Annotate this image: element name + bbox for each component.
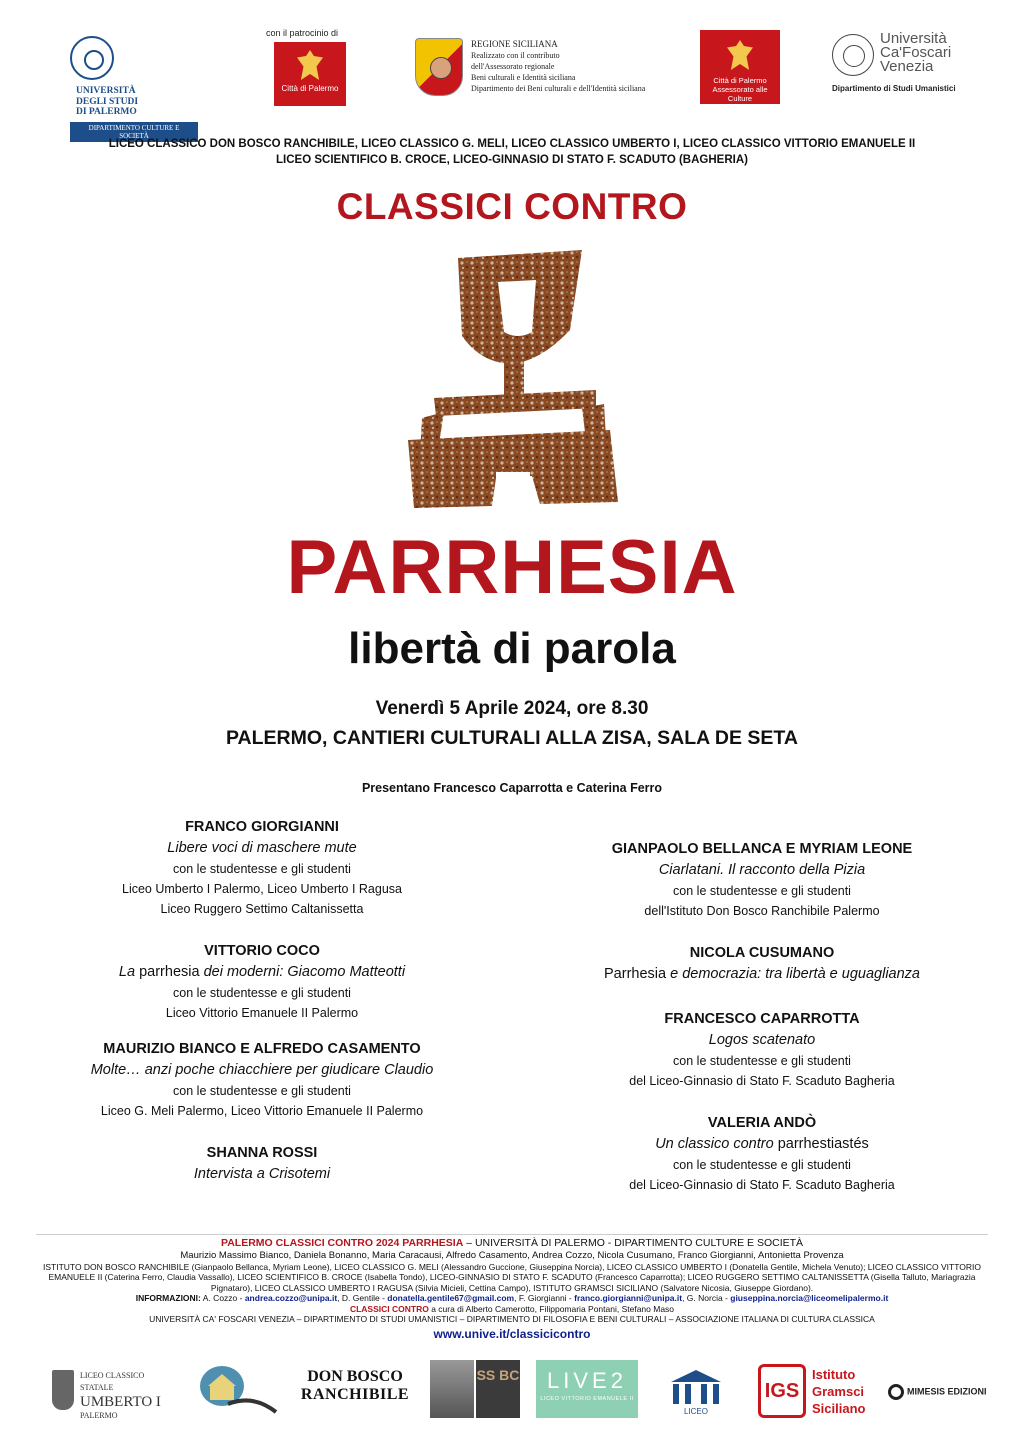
donbosco-logo [300, 1368, 410, 1412]
talk-line: del Liceo-Ginnasio di Stato F. Scaduto Bagheria [629, 1178, 895, 1192]
unive-seal-icon [832, 34, 874, 76]
footer-info-label: INFORMAZIONI: [135, 1293, 201, 1303]
footer-info [36, 1293, 988, 1304]
talk-title [562, 963, 962, 985]
gramsci-mark: IGS [758, 1364, 806, 1418]
portrait-photo [430, 1360, 474, 1418]
footer-curated-red: CLASSICI CONTRO [349, 1303, 429, 1314]
unipa-name: UNIVERSITÀ DEGLI STUDI DI PALERMO [76, 86, 139, 117]
footer-info-text: A. Cozzo - [200, 1293, 245, 1303]
footer-heading-red: PALERMO CLASSICI CONTRO 2024 PARRHESIA [220, 1237, 464, 1249]
gramsci-line: Istituto [812, 1367, 856, 1382]
event-date: Venerdì 5 Aprile 2024, ore 8.30 [375, 698, 649, 719]
umberto-city: PALERMO [80, 1411, 118, 1420]
unipa-logo [70, 36, 198, 142]
talk-line: con le studentesse e gli studenti [673, 1158, 851, 1172]
talk-line: dell'Istituto Don Bosco Ranchibile Palermo [644, 904, 880, 918]
event-place: PALERMO, CANTIERI CULTURALI ALLA ZISA, SALA DE SETA [226, 727, 798, 749]
rusty-figure-artwork [400, 240, 624, 510]
footer-people: Maurizio Massimo Bianco, Daniela Bonanno, Maria Caracausi, Alfredo Casamento, Andrea Cozzo, Nicola Cusumano, Franco Giorgianni, Antonietta Provenza [180, 1250, 844, 1261]
script-swash-icon [228, 1400, 276, 1412]
umberto-top: LICEO CLASSICO STATALE [80, 1371, 145, 1392]
program-left-column [62, 817, 462, 1207]
regione-siciliana-logo [415, 38, 675, 98]
unipa-dept: DIPARTIMENTO CULTURE E SOCIETÀ [70, 122, 198, 142]
meli-temple-logo [198, 1364, 278, 1418]
donbosco-line: RANCHIBILE [300, 1386, 410, 1403]
regione-line: Realizzato con il contributo [471, 51, 560, 60]
donbosco-line: DON BOSCO [307, 1368, 403, 1385]
talk-title [562, 1133, 962, 1155]
temple-body-icon [210, 1386, 234, 1400]
unipa-seal-icon [70, 36, 114, 80]
footer-curated [36, 1304, 988, 1315]
talk-item [562, 1009, 962, 1091]
citta-palermo-label: Città di Palermo [281, 84, 339, 93]
talk-title: Intervista a Crisotemi [193, 1166, 331, 1182]
regione-line: Dipartimento dei Beni culturali e dell'Identità siciliana [471, 84, 646, 93]
unive-name: Università Ca'Foscari Venezia [880, 30, 952, 75]
talk-title-part: Un classico contro [655, 1136, 774, 1152]
email-link[interactable]: donatella.gentile67@gmail.com [387, 1293, 515, 1303]
mimesis-logo [888, 1384, 998, 1404]
talk-item [562, 1113, 962, 1195]
sponsor-logos [0, 1360, 1024, 1424]
talk-line: del Liceo-Ginnasio di Stato F. Scaduto Bagheria [629, 1074, 895, 1088]
citta-palermo-logo [274, 42, 346, 106]
eagle-icon [297, 50, 323, 80]
schools-line: LICEO CLASSICO DON BOSCO RANCHIBILE, LICEO CLASSICO G. MELI, LICEO CLASSICO UMBERTO I, LICEO CLASSICO VITTORIO EMANUELE II [108, 138, 916, 150]
schools-header [0, 136, 1024, 168]
footer-info-text: , G. Norcia - [682, 1293, 731, 1303]
unive-dept: Dipartimento di Studi Umanistici [832, 84, 956, 93]
talk-line: con le studentesse e gli studenti [673, 884, 851, 898]
event-title: PARRHESIA [286, 525, 738, 610]
talk-title [62, 961, 462, 983]
series-title: CLASSICI CONTRO [336, 186, 688, 227]
talk-speaker: GIANPAOLO BELLANCA E MYRIAM LEONE [611, 841, 913, 857]
talk-title: Libere voci di maschere mute [167, 840, 357, 856]
crest-icon [52, 1370, 74, 1410]
email-link[interactable]: andrea.cozzo@unipa.it [244, 1293, 338, 1303]
umberto-logo [52, 1368, 178, 1418]
footer-info-text: , F. Giorgianni - [514, 1293, 575, 1303]
talk-item [562, 943, 962, 985]
regione-title: REGIONE SICILIANA [471, 39, 558, 49]
talk-line: con le studentesse e gli studenti [673, 1054, 851, 1068]
footer-curated-rest: a cura di Alberto Camerotto, Filippomaria Pontani, Stefano Maso [428, 1303, 675, 1314]
citta-palermo-label: Città di Palermo [713, 76, 767, 85]
footer-heading-rest: – UNIVERSITÀ DI PALERMO - DIPARTIMENTO CULTURE E SOCIETÀ [463, 1237, 804, 1249]
talk-speaker: MAURIZIO BIANCO E ALFREDO CASAMENTO [103, 1041, 421, 1057]
assessorato-label: Assessorato alle Culture [712, 85, 768, 103]
talk-speaker: NICOLA CUSUMANO [689, 945, 835, 961]
talk-item [62, 941, 462, 1023]
eagle-icon [727, 40, 753, 70]
website-link[interactable]: www.unive.it/classicicontro [433, 1326, 591, 1341]
talk-line: con le studentesse e gli studenti [173, 986, 351, 1000]
gramsci-line: Gramsci [812, 1384, 865, 1399]
gramsci-line: Siciliano [812, 1401, 866, 1416]
trinacria-icon [415, 38, 463, 96]
talk-title-part: La [118, 964, 136, 980]
figure-body-gap [496, 472, 530, 506]
talk-title: Molte… anzi poche chiacchiere per giudicare Claudio [90, 1062, 434, 1078]
talk-speaker: VITTORIO COCO [204, 943, 320, 959]
talk-title-part: parrhestiastés [773, 1136, 869, 1152]
footer-credits [36, 1234, 988, 1342]
program-right-column [562, 839, 962, 1217]
live2-mark: LIVE2 [547, 1368, 627, 1393]
footer-heading [36, 1237, 988, 1250]
talk-title: Logos scatenato [708, 1032, 816, 1048]
talk-speaker: VALERIA ANDÒ [707, 1115, 817, 1131]
live2-logo [536, 1360, 638, 1418]
figure-head-hole [498, 280, 536, 336]
talk-speaker: FRANCO GIORGIANNI [185, 819, 339, 835]
footer-info-text: , D. Gentile - [337, 1293, 388, 1303]
mimesis-label: MIMESIS EDIZIONI [907, 1386, 987, 1397]
talk-item [62, 817, 462, 919]
liceo-meli-logo [665, 1368, 727, 1416]
talk-title-part: Parrhesia [604, 966, 667, 982]
logo-row [0, 28, 1024, 140]
event-subtitle: libertà di parola [348, 624, 676, 673]
live2-sub: LICEO VITTORIO EMANUELE II [540, 1396, 634, 1402]
talk-title: Ciarlatani. Il racconto della Pizia [658, 862, 866, 878]
swirl-icon [888, 1384, 904, 1400]
umberto-name: UMBERTO I [80, 1394, 161, 1410]
presenters: Presentano Francesco Caparrotta e Caterina Ferro [361, 781, 663, 795]
talk-line: con le studentesse e gli studenti [173, 862, 351, 876]
talk-title-part: dei moderni: Giacomo Matteotti [203, 964, 406, 980]
pediment-icon [671, 1370, 721, 1382]
footer-schools-detail: ISTITUTO DON BOSCO RANCHIBILE (Gianpaolo Bellanca, Myriam Leone), LICEO CLASSICO G. MELI (Alessandro Guccione, Giuseppina Norcia), LICEO CLASSICO UMBERTO I (Donatella Gentile, Michela Venuto); LICEO CLASSICO VITTORIO EMANUELE II (Caterina Ferro, Claudia Vassallo), LICEO SCIENTIFICO B. CROCE (Isabella Tondo), LICEO-GINNASIO DI STATO F. SCADUTO (Francesco Caparrotta); LICEO RUGGERO SETTIMO CALTANISSETTA (Gisella Talluto, Mariagrazia Pignataro), LICEO CLASSICO UMBERTO I RAGUSA (Silvia Micieli, Cettina Campo), ISTITUTO GRAMSCI SICILIANO (Salvatore Nicosia, Giuseppe Giordano). [42, 1261, 981, 1293]
talk-title-part: e democrazia: tra libertà e uguaglianza [666, 966, 920, 982]
talk-item [62, 1039, 462, 1121]
citta-palermo-culture-logo [700, 30, 780, 104]
talk-line: con le studentesse e gli studenti [173, 1084, 351, 1098]
ssbc-logo [430, 1360, 520, 1418]
gramsci-logo [758, 1364, 870, 1418]
talk-line: Liceo Ruggero Settimo Caltanissetta [160, 902, 364, 916]
email-link[interactable]: giuseppina.norcia@liceomelipalermo.it [730, 1293, 889, 1303]
talk-item [62, 1143, 462, 1185]
regione-line: dell'Assessorato regionale [471, 62, 555, 71]
liceo-label: LICEO [683, 1407, 709, 1416]
footer-venezia: UNIVERSITÀ CA' FOSCARI VENEZIA – DIPARTIMENTO DI STUDI UMANISTICI – DIPARTIMENTO DI FILOSOFIA E BENI CULTURALI – ASSOCIAZIONE ITALIANA DI CULTURA CLASSICA [149, 1314, 875, 1324]
patrocinio-label: con il patrocinio di [266, 28, 339, 38]
talk-speaker: FRANCESCO CAPARROTTA [664, 1011, 860, 1027]
email-link[interactable]: franco.giorgianni@unipa.it [574, 1293, 683, 1303]
talk-line: Liceo Vittorio Emanuele II Palermo [165, 1006, 359, 1020]
schools-line: LICEO SCIENTIFICO B. CROCE, LICEO-GINNASIO DI STATO F. SCADUTO (BAGHERIA) [276, 154, 748, 166]
ssbc-mark: SS BC [476, 1360, 520, 1418]
regione-line: Beni culturali e Identità siciliana [471, 73, 576, 82]
talk-line: Liceo G. Meli Palermo, Liceo Vittorio Emanuele II Palermo [100, 1104, 424, 1118]
talk-speaker: SHANNA ROSSI [206, 1145, 318, 1161]
talk-item [562, 839, 962, 921]
talk-line: Liceo Umberto I Palermo, Liceo Umberto I Ragusa [122, 882, 402, 896]
talk-title-part: parrhesia [135, 964, 204, 980]
